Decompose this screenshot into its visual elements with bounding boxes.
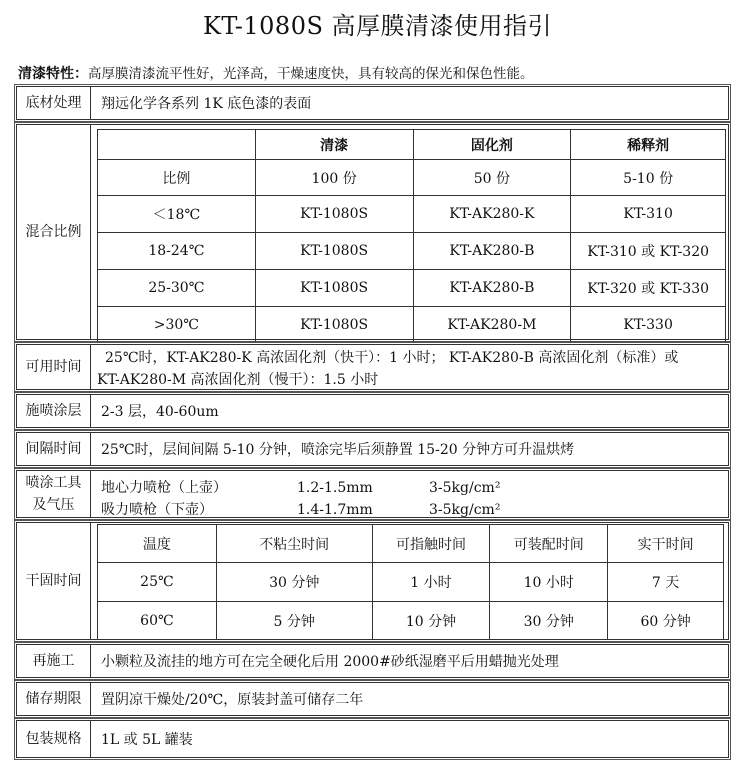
mixing-header-row [98, 130, 726, 160]
table-row [98, 307, 726, 343]
section-pot-life [16, 344, 729, 390]
section-storage [16, 682, 729, 716]
tools-label-line-1: 喷涂工具 [25, 475, 82, 491]
table-cell: ＜18℃ [98, 196, 256, 233]
mixing-table [97, 129, 726, 343]
table-cell: KT-AK280-B [413, 233, 571, 270]
table-cell: KT-1080S [255, 196, 413, 233]
table-cell: KT-AK280-M [413, 307, 571, 343]
storage-text: 置阴凉干燥处/20℃，原装封盖可储存二年 [101, 692, 364, 708]
mixing-header-cell: 稀释剂 [571, 130, 726, 160]
drying-table [97, 524, 724, 640]
table-cell: 1 小时 [372, 563, 490, 602]
packaging-text: 1L 或 5L 罐装 [101, 732, 193, 748]
interval-label: 间隔时间 [17, 433, 91, 465]
coats-text: 2-3 层，40-60um [101, 404, 219, 420]
table-cell: KT-AK280-B [413, 270, 571, 307]
section-drying [16, 522, 729, 640]
pot-life-text [23, 347, 678, 391]
tool-name: 地心力喷枪（上壶） [101, 480, 227, 496]
mixing-header-cell: 清漆 [255, 130, 413, 160]
tool-pressure: 3-5kg/cm² [429, 502, 501, 518]
table-cell: 50 份 [413, 160, 571, 196]
table-cell: KT-AK280-K [413, 196, 571, 233]
section-mixing [16, 124, 729, 340]
features-text: 高厚膜清漆流平性好，光泽高，干燥速度快，具有较高的保光和保色性能。 [88, 66, 534, 82]
section-interval [16, 432, 729, 466]
table-cell: 60 分钟 [608, 602, 724, 640]
table-cell: KT-1080S [255, 270, 413, 307]
rework-label: 再施工 [17, 645, 91, 677]
coats-label: 施喷涂层 [17, 395, 91, 427]
table-row [98, 196, 726, 233]
rework-text: 小颗粒及流挂的地方可在完全硬化后用 2000#砂纸湿磨平后用蜡抛光处理 [101, 654, 559, 670]
table-cell: KT-1080S [255, 307, 413, 343]
pot-life-line-2: KT-AK280-M 高浓固化剂（慢干）：1.5 小时 [97, 372, 379, 388]
section-substrate [16, 86, 729, 120]
mixing-label: 混合比例 [17, 125, 91, 339]
table-cell: 10 小时 [490, 563, 608, 602]
page-title: KT-1080S 高厚膜清漆使用指引 [202, 12, 553, 40]
tools-label-line-2: 及气压 [32, 497, 75, 513]
section-coats [16, 394, 729, 428]
storage-label: 储存期限 [17, 683, 91, 715]
section-rework [16, 644, 729, 678]
table-cell: 5 分钟 [216, 602, 372, 640]
drying-header-row [98, 525, 724, 563]
tools-label [17, 471, 91, 517]
drying-header-cell: 可装配时间 [490, 525, 608, 563]
table-cell: KT-1080S [255, 233, 413, 270]
features-line [18, 62, 534, 83]
drying-header-cell: 可指触时间 [372, 525, 490, 563]
features-label: 清漆特性 [18, 66, 74, 82]
tool-nozzle: 1.4-1.7mm [297, 502, 373, 518]
drying-header-cell: 实干时间 [608, 525, 724, 563]
drying-label: 干固时间 [17, 523, 91, 639]
mixing-header-cell [98, 130, 256, 160]
table-cell: 30 分钟 [216, 563, 372, 602]
pot-life-label: 可用时间 [17, 345, 91, 389]
table-cell: KT-320 或 KT-330 [571, 270, 726, 307]
table-row [98, 160, 726, 196]
mixing-header-cell: 固化剂 [413, 130, 571, 160]
table-row [98, 602, 724, 640]
table-row [98, 270, 726, 307]
table-row [98, 563, 724, 602]
table-cell: 25℃ [98, 563, 217, 602]
section-tools [16, 470, 729, 518]
table-cell: 30 分钟 [490, 602, 608, 640]
substrate-label: 底材处理 [17, 87, 91, 119]
tool-pressure: 3-5kg/cm² [429, 480, 501, 496]
table-cell: KT-310 或 KT-320 [571, 233, 726, 270]
table-cell: 7 天 [608, 563, 724, 602]
table-cell: 60℃ [98, 602, 217, 640]
drying-header-cell: 不粘尘时间 [216, 525, 372, 563]
drying-header-cell: 温度 [98, 525, 217, 563]
packaging-label: 包装规格 [17, 721, 91, 757]
tool-nozzle: 1.2-1.5mm [297, 480, 373, 496]
substrate-text: 翔远化学各系列 1K 底色漆的表面 [101, 96, 312, 112]
table-cell: 25-30℃ [98, 270, 256, 307]
table-cell: 比例 [98, 160, 256, 196]
table-cell: 18-24℃ [98, 233, 256, 270]
table-cell: 100 份 [255, 160, 413, 196]
interval-text: 25℃时，层间间隔 5-10 分钟，喷涂完毕后须静置 15-20 分钟方可升温烘烤 [101, 442, 575, 458]
pot-life-line-1: 25℃时，KT-AK280-K 高浓固化剂（快干）：1 小时； KT-AK280-B 高浓固化剂（标准）或 [105, 350, 679, 366]
table-cell: >30℃ [98, 307, 256, 343]
table-cell: KT-330 [571, 307, 726, 343]
table-row [98, 233, 726, 270]
table-cell: 10 分钟 [372, 602, 490, 640]
section-packaging [16, 720, 729, 758]
table-cell: 5-10 份 [571, 160, 726, 196]
features-separator: ： [74, 66, 88, 82]
tool-name: 吸力喷枪（下壶） [101, 502, 213, 518]
table-cell: KT-310 [571, 196, 726, 233]
